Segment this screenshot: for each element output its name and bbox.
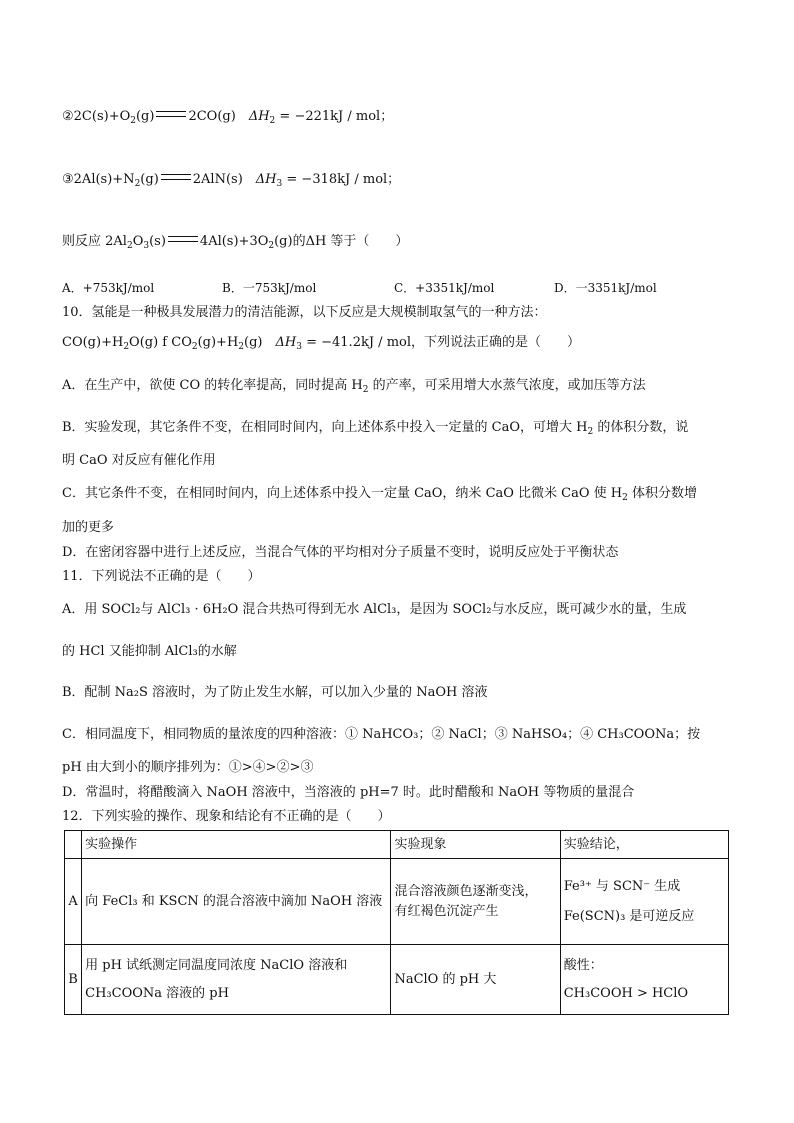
q10-option-c-cont: 加的更多 (62, 520, 115, 535)
row-b-conclusion-line2: CH₃COOH > HClO (563, 985, 689, 1001)
q10-b-post: 的体积分数，说 (593, 420, 689, 435)
q11-option-c-cont: pH 由大到小的顺序排列为：①>④>②>③ (62, 760, 314, 775)
eq2-dhsub: 2 (269, 116, 276, 126)
row-b-phenomenon: NaClO 的 pH 大 (391, 945, 560, 1015)
table-header-operation: 实验操作 (82, 831, 391, 859)
row-a-conclusion (560, 859, 728, 945)
q12-table (64, 830, 729, 1015)
q10-c-pre: C．其它条件不变，在相同时间内，向上述体系中投入一定量 CaO，纳米 CaO 比微米 CaO 使 H (62, 486, 623, 501)
row-b-operation-line1: 用 pH 试纸测定同温度同浓度 NaClO 溶液和 (85, 957, 348, 973)
q9-mid2: (s) (149, 234, 166, 249)
q11-option-d[interactable]: D．常温时，将醋酸滴入 NaOH 溶液中，当溶液的 pH=7 时。此时醋酸和 NaOH 等物质的量混合 (62, 785, 635, 800)
table-header-conclusion: 实验结论， (560, 831, 728, 859)
q10-b-sub: 2 (587, 427, 594, 437)
row-a-phenomenon-line2: 有红褐色沉淀产生 (394, 903, 499, 919)
q9-sub3: 2 (268, 241, 275, 251)
eq2-sub: 2 (130, 116, 136, 126)
row-a-phenomenon-line1: 混合溶液颜色逐渐变浅， (394, 883, 538, 899)
row-b-operation (82, 945, 391, 1015)
equal-sign (156, 111, 186, 117)
equation-2 (62, 108, 393, 130)
row-a-conclusion-line1: Fe³⁺ 与 SCN⁻ 生成 (563, 878, 681, 894)
q10-c-sub: 2 (622, 493, 628, 503)
q12-stem: 12．下列实验的操作、现象和结论有不正确的是（ ） (62, 809, 391, 824)
equal-sign (168, 236, 198, 242)
q9-option-b[interactable]: B．一753kJ/mol (222, 281, 317, 295)
q10-option-b[interactable] (62, 419, 688, 441)
q11-option-b[interactable]: B．配制 Na₂S 溶液时，为了防止发生水解，可以加入少量的 NaOH 溶液 (62, 685, 488, 700)
row-b-conclusion-line1: 酸性： (563, 957, 603, 973)
equation-3 (62, 171, 400, 193)
q9-rhs: 4Al(s)+3O (199, 234, 269, 249)
eq3-label: ③ (62, 172, 74, 187)
eq3-dhsub: 3 (276, 179, 283, 189)
q10-option-d[interactable]: D．在密闭容器中进行上述反应，当混合气体的平均相对分子质量不变时，说明反应处于平衡状态 (62, 545, 619, 560)
eq2-dh: ΔH (248, 109, 270, 124)
q10-equation (62, 334, 580, 356)
eq2-dhval: = −221kJ / mol； (275, 109, 394, 124)
q10-option-c[interactable] (62, 485, 697, 507)
q10-eq-mid2: (g)+H (197, 335, 239, 350)
eq2-label: ② (62, 109, 74, 124)
eq2-lhs2: (g) (135, 109, 155, 124)
table-row[interactable] (65, 945, 729, 1015)
row-b-operation-line2: CH₃COONa 溶液的 pH (85, 985, 229, 1001)
eq3-dh: ΔH (255, 172, 277, 187)
row-a-conclusion-line2: Fe(SCN)₃ 是可逆反应 (563, 908, 695, 924)
q10-a-sub: 2 (362, 385, 369, 395)
q10-eq-pre: CO(g)+H (62, 335, 124, 350)
eq3-sub: 2 (134, 179, 141, 189)
q9-option-a[interactable]: A．+753kJ/mol (62, 281, 155, 295)
eq3-lhs: 2Al(s)+N (73, 172, 135, 187)
q9-pre: 则反应 2Al (62, 234, 127, 249)
q10-eq-mid3: (g) (244, 335, 276, 350)
q10-dhval: = −41.2kJ / mol，下列说法正确的是（ ） (301, 335, 581, 350)
q10-dh: ΔH (275, 335, 297, 350)
q9-sub2: 3 (143, 241, 150, 251)
table-header-phenomenon: 实验现象 (391, 831, 560, 859)
q9-option-d[interactable]: D．一3351kJ/mol (554, 281, 657, 295)
equal-sign (161, 174, 191, 180)
q10-option-b-cont: 明 CaO 对反应有催化作用 (62, 453, 216, 468)
q10-b-pre: B．实验发现，其它条件不变，在相同时间内，向上述体系中投入一定量的 CaO，可增大 H (62, 420, 588, 435)
q11-stem: 11．下列说法不正确的是（ ） (62, 569, 261, 584)
q9-rhs2: (g)的ΔH 等于（ ） (274, 234, 409, 249)
table-row[interactable] (65, 859, 729, 945)
row-a-operation: 向 FeCl₃ 和 KSCN 的混合溶液中滴加 NaOH 溶液 (82, 859, 391, 945)
q10-dhsub: 3 (296, 342, 302, 352)
row-label-b: B (65, 945, 82, 1015)
q10-a-pre: A．在生产中，欲使 CO 的转化率提高，同时提高 H (62, 378, 363, 393)
eq3-rhs: 2AlN(s) (192, 172, 243, 187)
row-label-a: A (65, 859, 82, 945)
eq2-rhs: 2CO(g) (188, 109, 236, 124)
q10-c-post: 体积分数增 (627, 486, 698, 501)
table-header-row (65, 831, 729, 859)
q10-eq-sub1: 2 (123, 342, 130, 352)
q10-eq-sub2: 2 (191, 342, 198, 352)
q10-eq-mid: O(g) f CO (129, 335, 192, 350)
q11-option-a[interactable]: A．用 SOCl₂与 AlCl₃ · 6H₂O 混合共热可得到无水 AlCl₃，是因为 SOCl₂与水反应，既可减少水的量，生成 (62, 602, 687, 617)
row-b-conclusion (560, 945, 728, 1015)
q9-sub1: 2 (126, 241, 133, 251)
q10-option-a[interactable] (62, 377, 646, 399)
q10-a-post: 的产率，可采用增大水蒸气浓度，或加压等方法 (368, 378, 646, 393)
q9-mid: O (132, 234, 144, 249)
eq3-lhs2: (g) (140, 172, 159, 187)
table-header-blank (65, 831, 82, 859)
q10-eq-sub3: 2 (238, 342, 245, 352)
row-a-phenomenon (391, 859, 560, 945)
q10-stem: 10．氢能是一种极具发展潜力的清洁能源，以下反应是大规模制取氢气的一种方法： (62, 305, 547, 320)
eq3-dhval: = −318kJ / mol； (282, 172, 401, 187)
q11-option-c[interactable]: C．相同温度下，相同物质的量浓度的四种溶液：① NaHCO₃；② NaCl；③ NaHSO₄；④ CH₃COONa；按 (62, 727, 701, 742)
q9-option-c[interactable]: C．+3351kJ/mol (394, 281, 495, 295)
q9-stem (62, 233, 408, 255)
eq2-lhs: 2C(s)+O (73, 109, 131, 124)
q9-options (62, 279, 657, 297)
q11-option-a-cont: 的 HCl 又能抑制 AlCl₃的水解 (62, 644, 237, 659)
